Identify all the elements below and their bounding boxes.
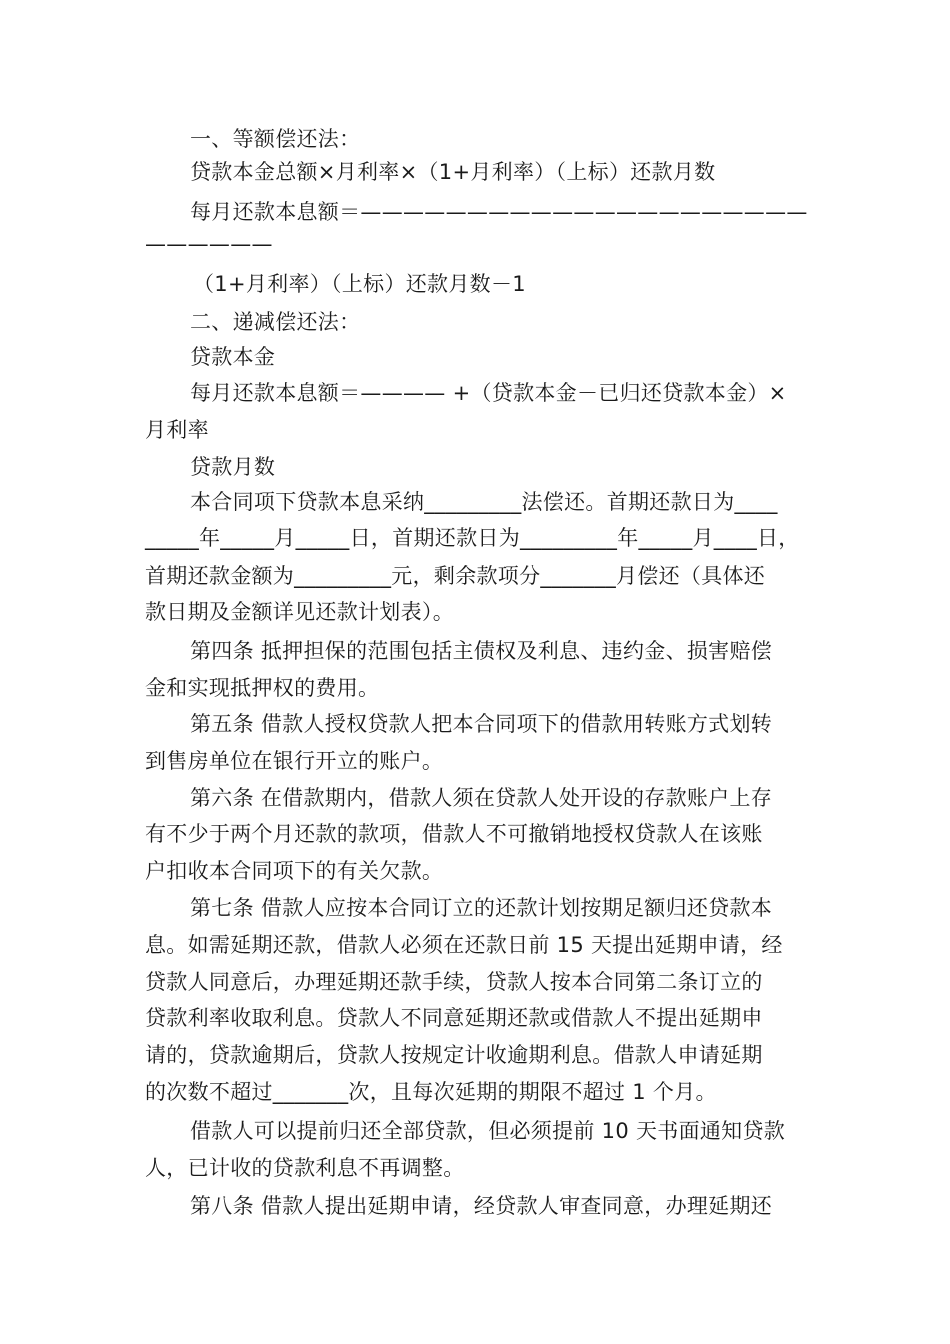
formula-dash-continuation: —————— (145, 232, 273, 256)
article-7-line: 的次数不超过_______次，且每次延期的期限不超过 1 个月。 (145, 1080, 717, 1104)
formula2-numerator-line: 贷款本金 (190, 345, 276, 369)
formula-numerator-line: 贷款本金总额×月利率×（1+月利率）（上标）还款月数 (190, 160, 716, 184)
formula2-denominator-line: 贷款月数 (190, 455, 276, 479)
paragraph-line: 首期还款金额为_________元，剩余款项分_______月偿还（具体还 (145, 564, 766, 588)
article-8-line: 第八条 借款人提出延期申请，经贷款人审查同意，办理延期还 (190, 1194, 773, 1218)
prepayment-line: 人，已计收的贷款利息不再调整。 (145, 1156, 465, 1180)
article-4-line: 金和实现抵押权的费用。 (145, 676, 380, 700)
article-5-line: 到售房单位在银行开立的账户。 (145, 749, 444, 773)
formula2-main-line: 每月还款本息额＝———— +（贷款本金－已归还贷款本金）× (190, 381, 787, 405)
article-7-line: 请的，贷款逾期后，贷款人按规定计收逾期利息。借款人申请延期 (145, 1043, 763, 1067)
paragraph-line: 款日期及金额详见还款计划表）。 (145, 600, 454, 624)
article-5-line: 第五条 借款人授权贷款人把本合同项下的借款用转账方式划转 (190, 712, 773, 736)
article-6-line: 户扣收本合同项下的有关欠款。 (145, 859, 444, 883)
article-7-line: 贷款人同意后，办理延期还款手续，贷款人按本合同第二条订立的 (145, 970, 763, 994)
paragraph-line: 本合同项下贷款本息采纳_________法偿还。首期还款日为____ (190, 490, 778, 514)
article-7-line: 息。如需延期还款，借款人必须在还款日前 15 天提出延期申请，经 (145, 933, 783, 957)
article-4-line: 第四条 抵押担保的范围包括主债权及利息、违约金、损害赔偿 (190, 639, 773, 663)
paragraph-line: _____年_____月_____日，首期还款日为_________年_____月____日， (145, 526, 800, 550)
article-6-line: 第六条 在借款期内，借款人须在贷款人处开设的存款账户上存 (190, 786, 773, 810)
formula-denominator-line: （1+月利率）（上标）还款月数－1 (193, 272, 526, 296)
article-6-line: 有不少于两个月还款的款项，借款人不可撤销地授权贷款人在该账 (145, 822, 763, 846)
formula-main-line: 每月还款本息额＝————————————————————— (190, 200, 808, 224)
prepayment-line: 借款人可以提前归还全部贷款，但必须提前 10 天书面通知贷款 (190, 1119, 786, 1143)
article-7-line: 第七条 借款人应按本合同订立的还款计划按期足额归还贷款本 (190, 896, 773, 920)
section-heading-decreasing-payment: 二、递减偿还法： (190, 310, 361, 334)
article-7-line: 贷款利率收取利息。贷款人不同意延期还款或借款人不提出延期申 (145, 1006, 763, 1030)
formula2-continuation: 月利率 (145, 418, 209, 442)
section-heading-equal-payment: 一、等额偿还法： (190, 127, 361, 151)
